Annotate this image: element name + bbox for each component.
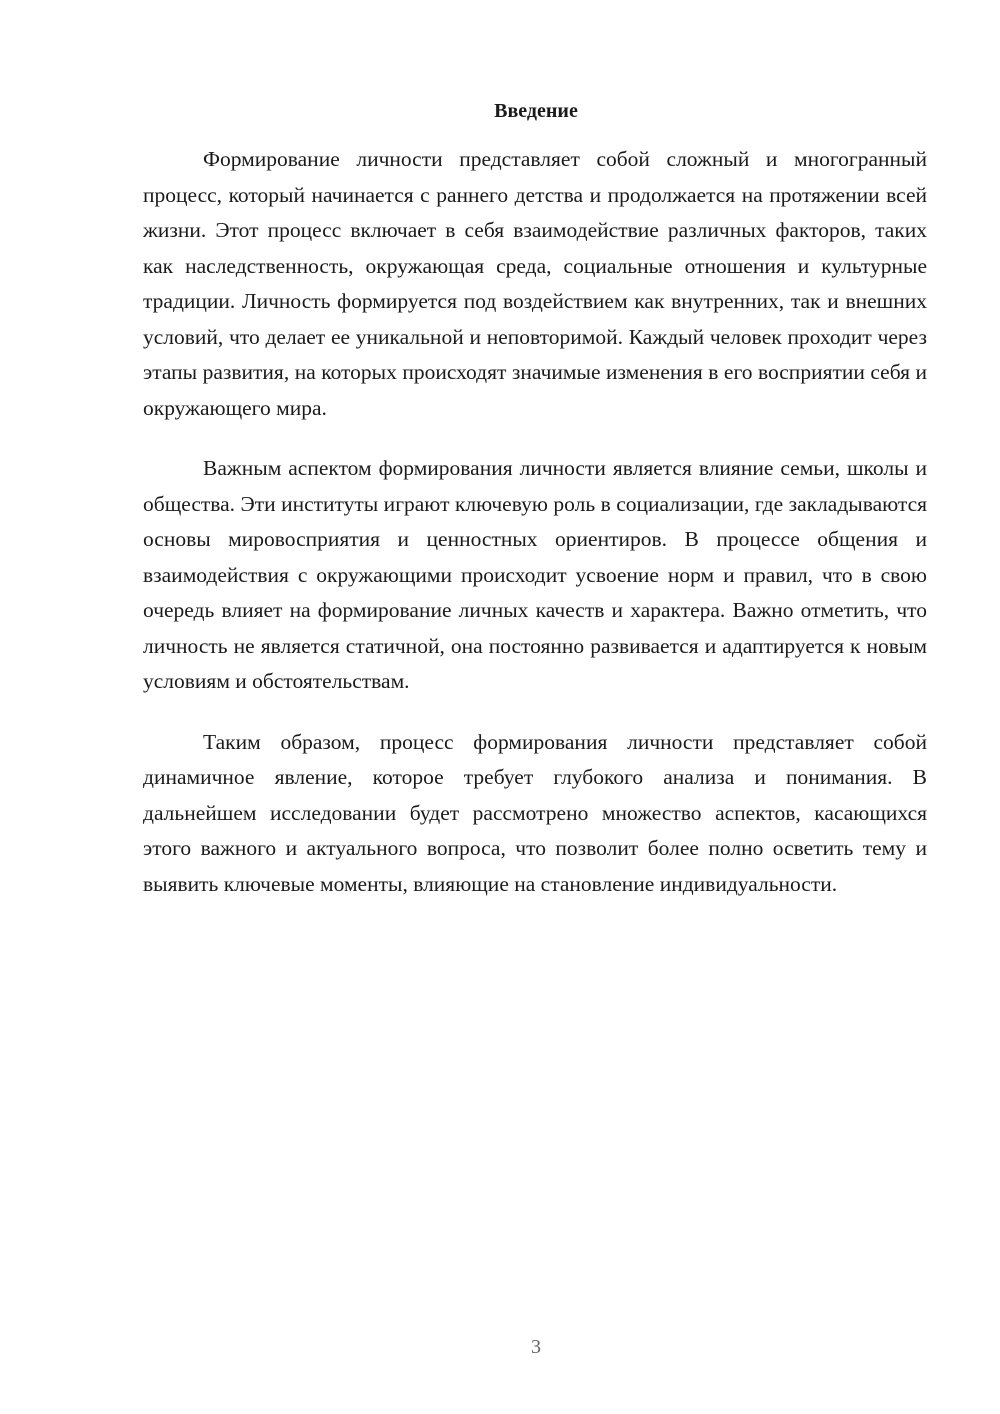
page-number: 3 [531,1336,541,1358]
paragraph-2: Важным аспектом формирования личности является влияние семьи, школы и общества. Эти институты играют ключевую роль в социализации, где закладываются основы мировосприятия и ценностных ориентиров. В процессе общения и взаимодействия с окружающими происходит усвоение норм и правил, что в свою очередь влияет на формирование личных качеств и характера. Важно отметить, что личность не является статичной, она постоянно развивается и адаптируется к новым условиям и обстоятельствам. [143,456,927,693]
body-text [143,142,927,902]
paragraph-1: Формирование личности представляет собой сложный и многогранный процесс, который начинается с раннего детства и продолжается на протяжении всей жизни. Этот процесс включает в себя взаимодействие различных факторов, таких как наследственность, окружающая среда, социальные отношения и культурные традиции. Личность формируется под воздействием как внутренних, так и внешних условий, что делает ее уникальной и неповторимой. Каждый человек проходит через этапы развития, на которых происходят значимые изменения в его восприятии себя и окружающего мира. [143,147,927,420]
paragraph-3: Таким образом, процесс формирования личности представляет собой динамичное явление, которое требует глубокого анализа и понимания. В дальнейшем исследовании будет рассмотрено множество аспектов, касающихся этого важного и актуального вопроса, что позволит более полно осветить тему и выявить ключевые моменты, влияющие на становление индивидуальности. [143,729,927,896]
section-heading: Введение [494,100,578,122]
